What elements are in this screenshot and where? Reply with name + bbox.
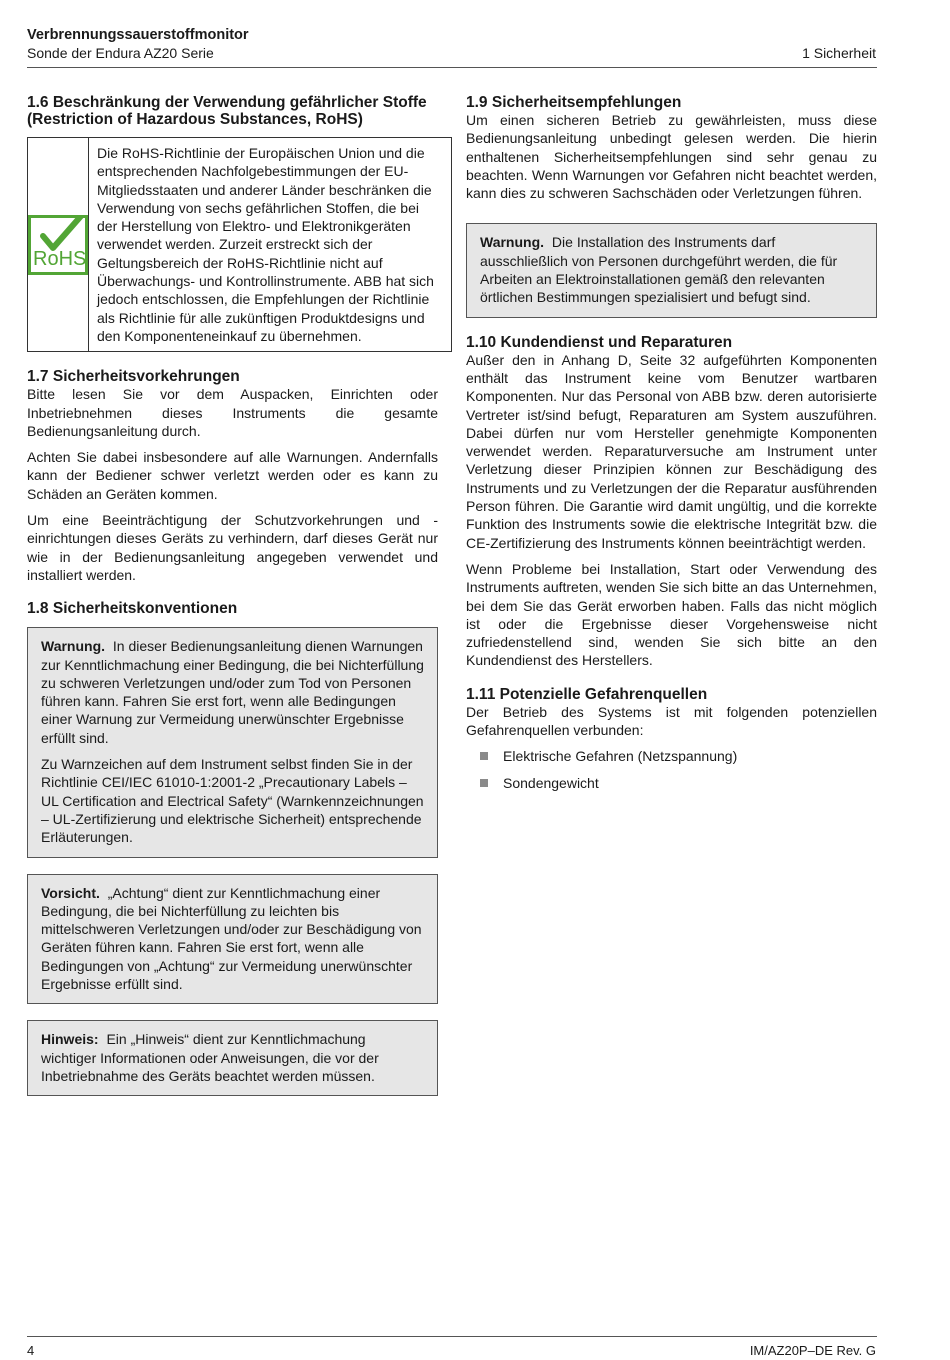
list-item (466, 774, 877, 792)
note-text: Ein „Hinweis“ dient zur Kenntlichmachung wichtiger Informationen oder Anweisungen, die vor der Inbetriebnahme des Geräts beachtet werden müssen. (41, 1031, 379, 1084)
list-item-text: Elektrische Gefahren (Netzspannung) (503, 748, 738, 765)
paragraph: Wenn Probleme bei Installation, Start oder Verwendung des Instruments auftreten, wenden Sie sich bitte an das Unternehmen, bei dem Sie das Gerät erworben haben. Falls das nicht möglich ist oder die Ergebnisse dieser Vorgehensweise nicht zufriedenstellend sind, wenden Sie sich bitte an den Kundendienst des Herstellers. (466, 560, 877, 669)
section-heading: 1.8 Sicherheitskonventionen (27, 600, 238, 618)
warning-label: Warnung. (41, 638, 106, 655)
list-item-text: Sondengewicht (503, 774, 599, 791)
section-heading: 1.9 Sicherheitsempfehlungen (466, 94, 682, 111)
document-id: IM/AZ20P–DE Rev. G (749, 1343, 876, 1358)
document-subtitle: Sonde der Endura AZ20 Serie (27, 45, 214, 61)
section-heading: 1.6 Beschränkung der Verwendung gefährlicher Stoffe (Restriction of Hazardous Substances, RoHS) (27, 94, 427, 128)
section-1-8 (27, 600, 438, 1096)
warning-box (27, 627, 438, 857)
warning-label: Warnung. (480, 234, 545, 251)
rohs-logo-text: RoHS (33, 247, 87, 270)
rohs-description: Die RoHS-Richtlinie der Europäischen Union und die entsprechenden Nachfolgebestimmungen der EU-Mitgliedsstaaten und anderer Länder beschränken die Verwendung von sechs gefährlichen Stoffen, die bei der Herstellung von Elektro- und Elektronikgeräten verwendet werden. Zurzeit erstreckt sich der Geltungsbereich der RoHS-Richtlinie nicht auf Überwachungs- und Kontrollinstrumente. ABB hat sich jedoch entschlossen, die Empfehlungen der Richtlinie als Richtlinie für alle zukünftigen Produktdesigns und den Komponenteneinkauf zu übernehmen. (97, 145, 434, 344)
section-1-7 (27, 368, 438, 584)
list-item (466, 747, 877, 765)
section-1-6 (27, 94, 438, 352)
document-title: Verbrennungssauerstoffmonitor (27, 27, 249, 43)
paragraph: Um eine Beeinträchtigung der Schutzvorkehrungen und -einrichtungen dieses Geräts zu verhindern, darf dieses Gerät nur wie in der Bedienungsanleitung angegeben verwendet und installiert werden. (27, 512, 438, 583)
caution-label: Vorsicht. (41, 884, 100, 901)
caution-text: „Achtung“ dient zur Kenntlichmachung einer Bedingung, die bei Nichterfüllung zu leichten bis mittelschweren Verletzungen und/oder zur Beschädigung von Geräten führen kann. Fahren Sie erst fort, wenn alle Bedingungen von „Achtung“ zur Vermeidung unerwünschter Ergebnisse erfüllt sind. (41, 884, 422, 992)
warning-text: Die Installation des Instruments darf ausschließlich von Personen durchgeführt werden, die für Arbeiten an Elektroinstallationen gemäß den relevanten örtlichen Bestimmungen spezialisiert und befugt sind. (480, 234, 838, 306)
section-heading: 1.11 Potenzielle Gefahrenquellen (466, 685, 708, 703)
paragraph: Außer den in Anhang D, Seite 32 aufgeführten Komponenten enthält das Instrument keine vom Benutzer wartbaren Komponenten. Nur das Personal von ABB bzw. deren autorisierte Vertreter ist/sind befugt, Reparaturen am System auszuführen. Dabei dürfen nur vom Hersteller genehmigte Komponenten verwendet werden. Reparaturversuche am Instrument unter Verletzung dieser Prinzipien können zur Beschädigung des Instruments und zu Verletzungen der die Reparatur ausführenden Person führen. Die Garantie wird damit ungültig, und die korrekte Funktion des Instruments sowie die elektrische Integrität bzw. die CE-Zertifizierung des Instruments können beeinträchtigt werden. (466, 351, 877, 551)
warning-box (466, 223, 877, 317)
paragraph: Achten Sie dabei insbesondere auf alle Warnungen. Andernfalls kann der Bediener schwer verletzt werden oder es kann zu Schäden an Geräten kommen. (27, 449, 438, 502)
chapter-label: 1 Sicherheit (802, 45, 876, 61)
right-column (466, 94, 877, 800)
section-1-9 (466, 94, 877, 318)
paragraph: Bitte lesen Sie vor dem Auspacken, Einrichten oder Inbetriebnehmen dieses Instruments die gesamte Bedienungsanleitung durch. (27, 386, 438, 439)
square-bullet-icon (480, 752, 488, 760)
section-heading: 1.7 Sicherheitsvorkehrungen (27, 368, 240, 386)
hazard-list (466, 747, 877, 792)
section-1-11 (466, 686, 877, 792)
warning-text: In dieser Bedienungsanleitung dienen Warnungen zur Kenntlichmachung einer Bedingung, die bei Nichterfüllung zu schweren Verletzungen und/oder zum Tod von Personen führen kann. Fahren Sie erst fort, wenn alle Bedingungen einer Warnung zur Vermeidung unerwünschter Ergebnisse erfüllt sind. (41, 638, 424, 746)
header-rule (27, 67, 877, 68)
left-column (27, 94, 438, 1112)
rohs-table (27, 137, 452, 352)
rohs-logo-cell (28, 138, 89, 351)
note-label: Hinweis: (41, 1031, 99, 1048)
section-1-10 (466, 334, 877, 670)
caution-box (27, 874, 438, 1005)
page-number: 4 (27, 1343, 35, 1358)
warning-text-2: Zu Warnzeichen auf dem Instrument selbst finden Sie in der Richtlinie CEI/IEC 61010-1:2001-2 „Precautionary Labels – UL Certification and Electrical Safety“ (Warnkennzeichnungen – UL-Zertifizierung und elektrische Sicherheit) entsprechende Erläuterungen. (41, 756, 424, 846)
paragraph: Um einen sicheren Betrieb zu gewährleisten, muss diese Bedienungsanleitung unbedingt gelesen werden. Die hierin enthaltenen Sicherheitsempfehlungen sind sehr genau zu beachten. Wenn Warnungen vor Gefahren nicht beachtet werden, kann dies zu schweren Sachschäden oder Verletzungen führen. (466, 112, 877, 202)
rohs-logo-icon (28, 215, 88, 275)
paragraph: Der Betrieb des Systems ist mit folgenden potenziellen Gefahrenquellen verbunden: (466, 703, 877, 739)
square-bullet-icon (480, 779, 488, 787)
footer-rule (27, 1336, 877, 1337)
section-heading: 1.10 Kundendienst und Reparaturen (466, 333, 733, 351)
note-box (27, 1020, 438, 1096)
